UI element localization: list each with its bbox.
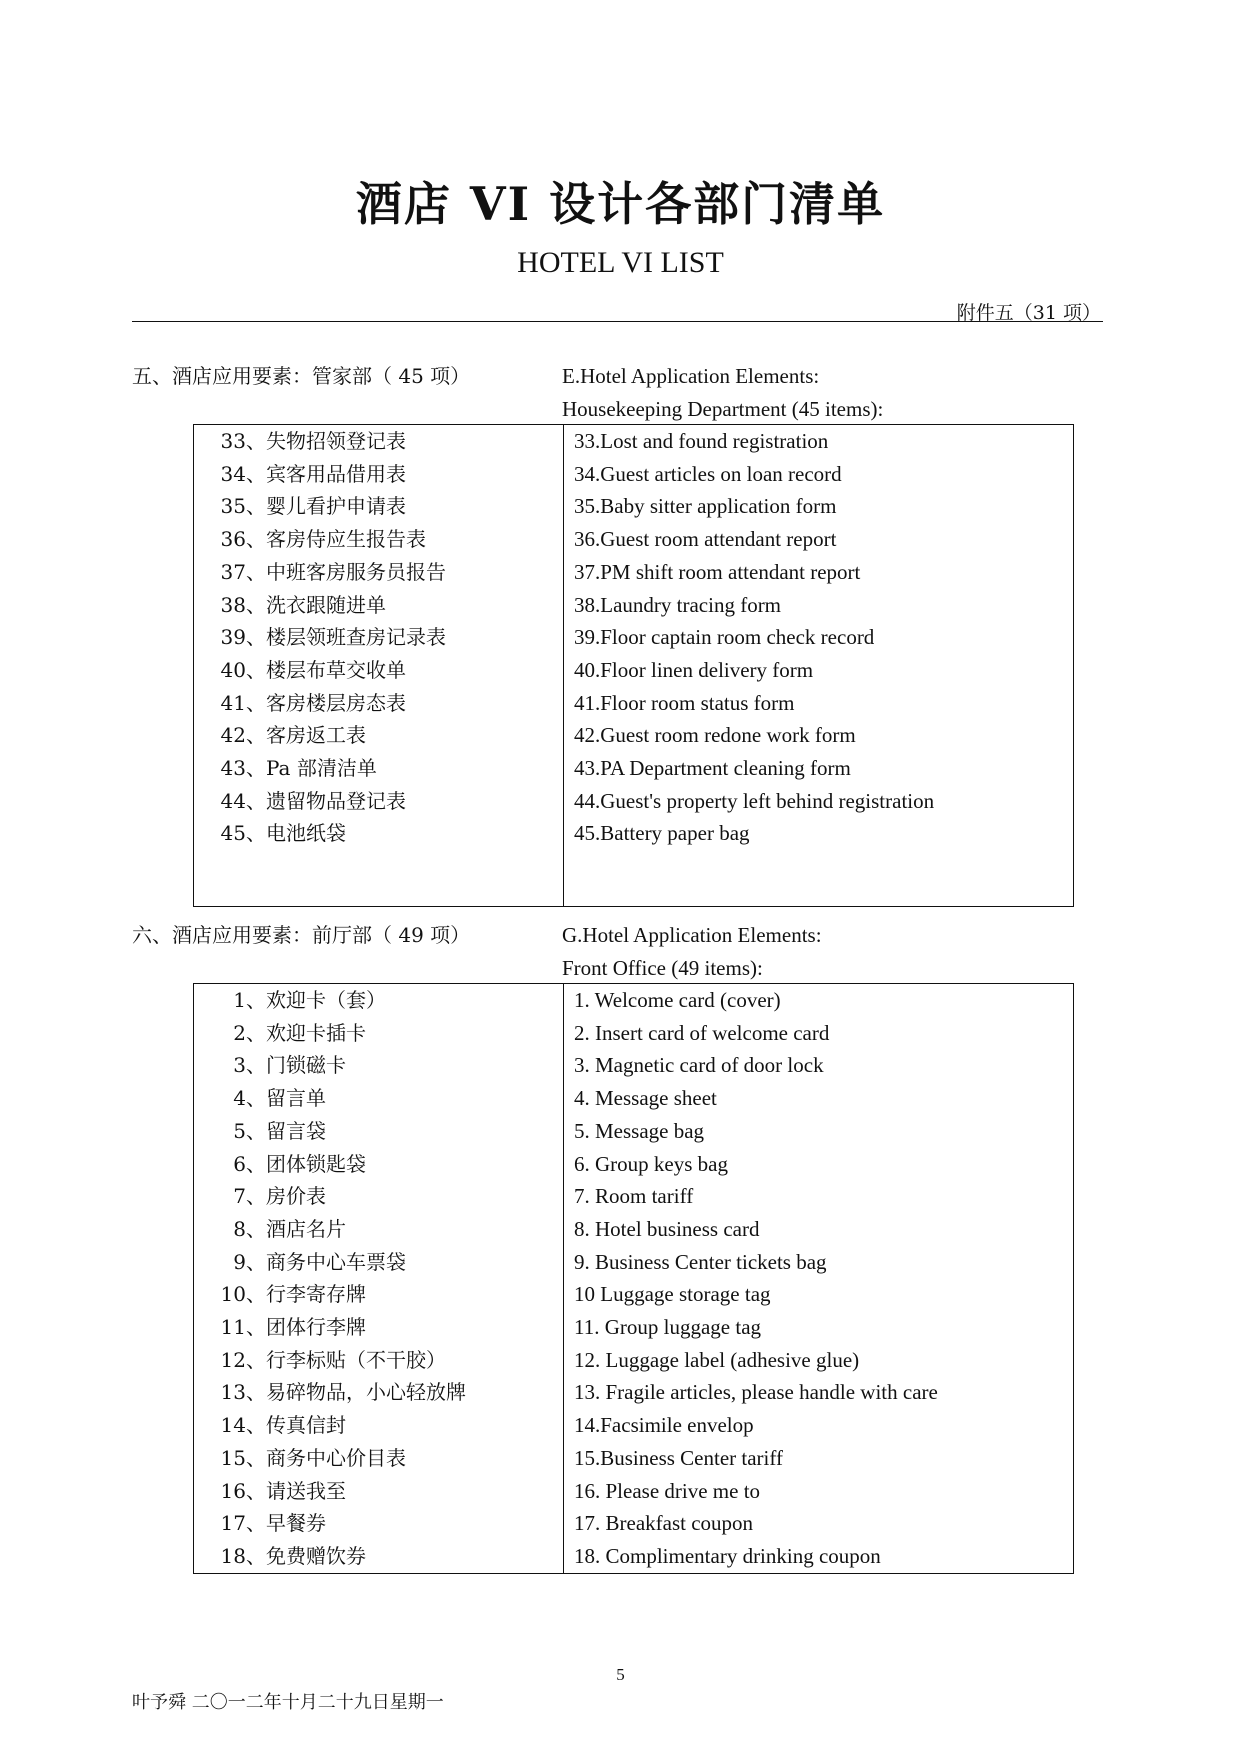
item-number: 15 [220, 1445, 246, 1470]
item-number: 4 [233, 1086, 246, 1111]
document-subtitle: HOTEL VI LIST [517, 246, 724, 279]
item-name-cn: 行李寄存牌 [266, 1282, 366, 1307]
item-name-cn: 房价表 [266, 1184, 326, 1209]
section-heading-en [562, 919, 822, 985]
item-number: 37 [220, 559, 246, 584]
item-en-cell: 15.Business Center tariff [564, 1442, 1074, 1475]
item-cn-cell: 38、洗衣跟随进单 [194, 589, 564, 622]
item-name-cn: 易碎物品，小心轻放牌 [266, 1380, 466, 1405]
item-number: 35 [220, 494, 246, 519]
table-row [194, 425, 1074, 458]
item-en-cell: 36.Guest room attendant report [564, 523, 1074, 556]
item-en-cell: 34.Guest articles on loan record [564, 458, 1074, 491]
item-en-cell: 3. Magnetic card of door lock [564, 1049, 1074, 1082]
item-cn-cell: 45、电池纸袋 [194, 817, 564, 850]
table-row [194, 817, 1074, 850]
item-number: 13 [220, 1380, 246, 1405]
item-number: 7 [233, 1184, 246, 1209]
item-name-cn: 请送我至 [266, 1478, 346, 1503]
item-name-cn: 中班客房服务员报告 [266, 559, 446, 584]
table-row [194, 1115, 1074, 1148]
table-row [194, 556, 1074, 589]
table-row [194, 621, 1074, 654]
table-row [194, 490, 1074, 523]
item-en-cell: 10 Luggage storage tag [564, 1278, 1074, 1311]
item-cn-cell: 17、早餐券 [194, 1507, 564, 1540]
table-row [194, 458, 1074, 491]
item-en-cell: 16. Please drive me to [564, 1475, 1074, 1508]
item-en-cell: 43.PA Department cleaning form [564, 752, 1074, 785]
table-blank-row [194, 850, 1074, 907]
item-name-cn: 欢迎卡插卡 [266, 1020, 366, 1045]
item-name-cn: 酒店名片 [266, 1216, 346, 1241]
item-number: 43 [220, 756, 246, 781]
table-row [194, 589, 1074, 622]
section-heading-en-line1: E.Hotel Application Elements: [562, 364, 820, 388]
item-name-cn: 欢迎卡（套） [266, 988, 386, 1012]
footer-author-date: 叶予舜 二〇一二年十月二十九日星期一 [132, 1692, 444, 1713]
item-name-cn: 宾客用品借用表 [266, 461, 406, 486]
item-en-cell: 12. Luggage label (adhesive glue) [564, 1344, 1074, 1377]
item-en-cell: 4. Message sheet [564, 1082, 1074, 1115]
section-heading-cn: 六、酒店应用要素：前厅部（ 49 项） [132, 923, 471, 947]
item-number: 33 [220, 429, 246, 453]
item-cn-cell: 42、客房返工表 [194, 719, 564, 752]
item-en-cell: 18. Complimentary drinking coupon [564, 1540, 1074, 1573]
item-name-cn: 楼层布草交收单 [266, 657, 406, 682]
item-name-cn: 洗衣跟随进单 [266, 592, 386, 617]
item-en-cell: 11. Group luggage tag [564, 1311, 1074, 1344]
item-cn-cell: 8、酒店名片 [194, 1213, 564, 1246]
item-cn-cell: 5、留言袋 [194, 1115, 564, 1148]
table-row [194, 1376, 1074, 1409]
item-cn-cell: 34、宾客用品借用表 [194, 458, 564, 491]
item-cn-cell: 2、欢迎卡插卡 [194, 1017, 564, 1050]
item-number: 36 [220, 527, 246, 552]
item-en-cell: 35.Baby sitter application form [564, 490, 1074, 523]
table-row [194, 1180, 1074, 1213]
item-number: 10 [220, 1282, 246, 1307]
item-name-cn: 商务中心价目表 [266, 1445, 406, 1470]
item-cn-cell: 39、楼层领班查房记录表 [194, 621, 564, 654]
item-en-cell: 9. Business Center tickets bag [564, 1246, 1074, 1279]
item-cn-cell: 15、商务中心价目表 [194, 1442, 564, 1475]
item-name-cn: 遗留物品登记表 [266, 788, 406, 813]
table-row [194, 1017, 1074, 1050]
item-name-cn: 团体行李牌 [266, 1315, 366, 1340]
item-number: 1 [233, 988, 246, 1012]
item-en-cell: 13. Fragile articles, please handle with care [564, 1376, 1074, 1409]
item-en-cell: 1. Welcome card (cover) [564, 984, 1074, 1017]
table-row [194, 1442, 1074, 1475]
item-number: 14 [220, 1413, 246, 1438]
table-row [194, 1344, 1074, 1377]
front-office-items-table [193, 983, 1074, 1574]
item-name-cn: 客房侍应生报告表 [266, 527, 426, 552]
item-name-cn: 团体锁匙袋 [266, 1151, 366, 1176]
item-name-cn: 早餐券 [266, 1511, 326, 1536]
item-number: 41 [220, 690, 246, 715]
item-cn-cell: 3、门锁磁卡 [194, 1049, 564, 1082]
item-number: 12 [220, 1347, 246, 1372]
item-cn-cell: 33、失物招领登记表 [194, 425, 564, 458]
item-number: 42 [220, 723, 246, 748]
table-row [194, 1311, 1074, 1344]
housekeeping-items-table [193, 424, 1074, 907]
item-cn-cell: 11、团体行李牌 [194, 1311, 564, 1344]
item-en-cell: 39.Floor captain room check record [564, 621, 1074, 654]
item-cn-cell: 10、行李寄存牌 [194, 1278, 564, 1311]
item-en-cell: 7. Room tariff [564, 1180, 1074, 1213]
item-cn-cell: 37、中班客房服务员报告 [194, 556, 564, 589]
item-number: 34 [220, 461, 246, 486]
item-number: 17 [220, 1511, 246, 1536]
item-en-cell: 42.Guest room redone work form [564, 719, 1074, 752]
item-cn-cell: 16、请送我至 [194, 1475, 564, 1508]
item-number: 18 [220, 1543, 246, 1568]
item-number: 16 [220, 1478, 246, 1503]
table-row [194, 1507, 1074, 1540]
item-name-cn: 客房楼层房态表 [266, 690, 406, 715]
item-cn-cell: 40、楼层布草交收单 [194, 654, 564, 687]
item-en-cell: 38.Laundry tracing form [564, 589, 1074, 622]
item-number: 45 [220, 821, 246, 846]
item-name-cn: 客房返工表 [266, 723, 366, 748]
item-number: 5 [233, 1118, 246, 1143]
table-row [194, 1278, 1074, 1311]
item-name-cn: 留言袋 [266, 1118, 326, 1143]
table-row [194, 1475, 1074, 1508]
item-name-cn: 留言单 [266, 1086, 326, 1111]
item-number: 11 [220, 1315, 246, 1340]
item-cn-cell: 12、行李标贴（不干胶） [194, 1344, 564, 1377]
table-row [194, 687, 1074, 720]
section-heading-en-line2: Front Office (49 items): [562, 956, 763, 980]
item-name-cn: 行李标贴（不干胶） [266, 1347, 446, 1372]
item-cn-cell: 1、欢迎卡（套） [194, 984, 564, 1017]
item-en-cell: 37.PM shift room attendant report [564, 556, 1074, 589]
section-heading-cn: 五、酒店应用要素：管家部（ 45 项） [132, 364, 471, 388]
header-rule [132, 321, 1103, 322]
item-cn-cell: 44、遗留物品登记表 [194, 785, 564, 818]
item-number: 39 [220, 625, 246, 650]
section-heading-en [562, 360, 883, 426]
table-row [194, 654, 1074, 687]
item-cn-cell: 6、团体锁匙袋 [194, 1148, 564, 1181]
item-en-cell: 44.Guest's property left behind registration [564, 785, 1074, 818]
item-number: 40 [220, 657, 246, 682]
item-en-cell: 5. Message bag [564, 1115, 1074, 1148]
table-row [194, 523, 1074, 556]
page-number: 5 [616, 1665, 625, 1684]
item-en-cell: 2. Insert card of welcome card [564, 1017, 1074, 1050]
item-cn-cell: 43、Pa 部清洁单 [194, 752, 564, 785]
table-row [194, 1049, 1074, 1082]
item-cn-cell: 41、客房楼层房态表 [194, 687, 564, 720]
document-title: 酒店 VI 设计各部门清单 [355, 177, 886, 231]
table-row [194, 1148, 1074, 1181]
item-cn-cell: 9、商务中心车票袋 [194, 1246, 564, 1279]
item-name-cn: 传真信封 [266, 1413, 346, 1438]
item-number: 9 [233, 1249, 246, 1274]
table-row [194, 1540, 1074, 1573]
item-number: 6 [233, 1151, 246, 1176]
item-number: 3 [233, 1053, 246, 1078]
item-cn-cell: 36、客房侍应生报告表 [194, 523, 564, 556]
item-en-cell: 17. Breakfast coupon [564, 1507, 1074, 1540]
item-en-cell: 45.Battery paper bag [564, 817, 1074, 850]
table-row [194, 1409, 1074, 1442]
item-name-cn: 电池纸袋 [266, 821, 346, 846]
table-row [194, 1213, 1074, 1246]
item-name-cn: 失物招领登记表 [266, 429, 406, 453]
table-row [194, 752, 1074, 785]
item-number: 8 [233, 1216, 246, 1241]
item-number: 38 [220, 592, 246, 617]
item-name-cn: 商务中心车票袋 [266, 1249, 406, 1274]
item-cn-cell: 35、婴儿看护申请表 [194, 490, 564, 523]
item-name-cn: 免费赠饮券 [266, 1543, 366, 1568]
table-row [194, 719, 1074, 752]
item-number: 2 [233, 1020, 246, 1045]
item-cn-cell: 4、留言单 [194, 1082, 564, 1115]
section-heading-en-line1: G.Hotel Application Elements: [562, 923, 822, 947]
table-row [194, 785, 1074, 818]
table-row [194, 1082, 1074, 1115]
item-cn-cell: 14、传真信封 [194, 1409, 564, 1442]
item-number: 44 [220, 788, 246, 813]
item-cn-cell: 7、房价表 [194, 1180, 564, 1213]
item-en-cell: 41.Floor room status form [564, 687, 1074, 720]
item-name-cn: 门锁磁卡 [266, 1053, 346, 1078]
item-en-cell: 6. Group keys bag [564, 1148, 1074, 1181]
item-name-cn: Pa 部清洁单 [266, 756, 377, 781]
table-row [194, 1246, 1074, 1279]
table-row [194, 984, 1074, 1017]
section-heading-en-line2: Housekeeping Department (45 items): [562, 397, 884, 421]
item-name-cn: 楼层领班查房记录表 [266, 625, 446, 650]
item-en-cell: 8. Hotel business card [564, 1213, 1074, 1246]
item-en-cell: 14.Facsimile envelop [564, 1409, 1074, 1442]
item-en-cell: 40.Floor linen delivery form [564, 654, 1074, 687]
item-name-cn: 婴儿看护申请表 [266, 494, 406, 519]
item-cn-cell: 13、易碎物品，小心轻放牌 [194, 1376, 564, 1409]
item-cn-cell: 18、免费赠饮券 [194, 1540, 564, 1573]
item-en-cell: 33.Lost and found registration [564, 425, 1074, 458]
annex-label: 附件五（31 项） [956, 302, 1101, 324]
